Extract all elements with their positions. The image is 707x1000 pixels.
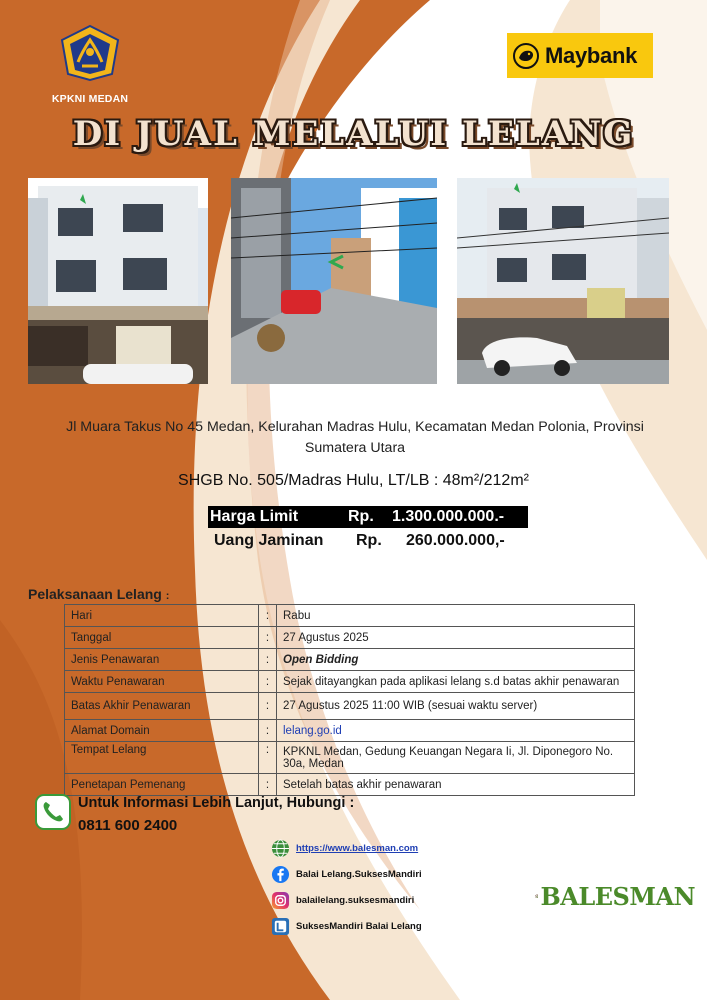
phone-icon <box>35 794 71 830</box>
row-label: Penetapan Pemenang <box>65 774 259 796</box>
contact-phone[interactable]: 0811 600 2400 <box>78 817 178 834</box>
brand-name: BALESMAN <box>540 881 695 911</box>
kpknl-logo <box>44 24 136 105</box>
address-line-2: Sumatera Utara <box>304 440 406 456</box>
row-separator: : <box>259 627 277 649</box>
row-label: Tempat Lelang <box>65 742 259 774</box>
social-facebook[interactable] <box>271 862 531 887</box>
instagram-handle: balailelang.suksesmandiri <box>296 895 415 906</box>
house-icon <box>535 871 538 921</box>
schedule-title-text: Pelaksanaan Lelang <box>28 586 162 602</box>
row-separator: : <box>259 774 277 796</box>
facebook-icon <box>271 865 290 884</box>
row-label: Tanggal <box>65 627 259 649</box>
bank-name: Maybank <box>545 42 638 68</box>
table-row <box>65 649 635 671</box>
row-value: Setelah batas akhir penawaran <box>277 774 635 796</box>
row-label: Batas Akhir Penawaran <box>65 693 259 720</box>
row-separator: : <box>259 693 277 720</box>
website-link[interactable]: https://www.balesman.com <box>296 843 419 854</box>
deposit-label: Uang Jaminan <box>214 532 324 549</box>
table-row <box>65 720 635 742</box>
table-row <box>65 774 635 796</box>
facebook-handle: Balai Lelang.SuksesMandiri <box>296 869 422 880</box>
row-label: Hari <box>65 605 259 627</box>
harga-limit-row <box>208 506 528 528</box>
globe-icon <box>271 839 290 858</box>
table-row <box>65 693 635 720</box>
social-other[interactable] <box>271 914 531 939</box>
row-separator: : <box>259 605 277 627</box>
row-label: Jenis Penawaran <box>65 649 259 671</box>
row-value: Open Bidding <box>277 649 635 671</box>
property-address <box>30 417 680 459</box>
social-links <box>271 836 531 940</box>
limit-value: 1.300.000.000.- <box>392 508 505 525</box>
row-value: 27 Agustus 2025 <box>277 627 635 649</box>
table-row <box>65 605 635 627</box>
row-label: Alamat Domain <box>65 720 259 742</box>
domain-link[interactable]: lelang.go.id <box>277 720 635 742</box>
social-website[interactable] <box>271 836 531 861</box>
schedule-title-colon: : <box>165 590 170 602</box>
deposit-value: 260.000.000,- <box>406 532 505 549</box>
property-photo-street <box>231 178 437 384</box>
table-row <box>65 742 635 774</box>
page-title: DI JUAL MELALUI LELANG <box>72 114 635 154</box>
limit-label: Harga Limit <box>210 508 299 525</box>
row-separator: : <box>259 649 277 671</box>
row-label: Waktu Penawaran <box>65 671 259 693</box>
contact-heading: Untuk Informasi Lebih Lanjut, Hubungi : <box>78 795 355 811</box>
address-line-1: Jl Muara Takus No 45 Medan, Kelurahan Madras Hulu, Kecamatan Medan Polonia, Provinsi <box>66 419 644 435</box>
deposit-currency: Rp. <box>356 532 382 549</box>
balesman-logo <box>535 870 695 922</box>
certificate-info: SHGB No. 505/Madras Hulu, LT/LB : 48m²/212m² <box>178 472 529 489</box>
row-value: Sejak ditayangkan pada aplikasi lelang s.d batas akhir penawaran <box>277 671 635 693</box>
row-separator: : <box>259 671 277 693</box>
row-separator: : <box>259 742 277 774</box>
uang-jaminan-row <box>208 530 528 552</box>
maybank-tiger-icon <box>513 43 539 69</box>
schedule-title <box>28 586 169 602</box>
maybank-logo <box>507 33 653 78</box>
row-separator: : <box>259 720 277 742</box>
social-instagram[interactable] <box>271 888 531 913</box>
row-value: KPKNL Medan, Gedung Keuangan Negara Ii, Jl. Diponegoro No. 30a, Medan <box>277 742 635 774</box>
table-row <box>65 627 635 649</box>
balai-lelang-app-icon <box>271 917 290 936</box>
org-label: KPKNI MEDAN <box>51 93 129 105</box>
row-value: 27 Agustus 2025 11:00 WIB (sesuai waktu server) <box>277 693 635 720</box>
row-value: Rabu <box>277 605 635 627</box>
table-row <box>65 671 635 693</box>
property-photo-front <box>28 178 208 384</box>
instagram-icon <box>271 891 290 910</box>
schedule-table <box>64 604 635 796</box>
property-photo-angle <box>457 178 669 384</box>
other-handle: SuksesMandiri Balai Lelang <box>296 921 422 932</box>
kemenkeu-emblem-icon <box>58 24 122 82</box>
limit-currency: Rp. <box>348 508 374 525</box>
